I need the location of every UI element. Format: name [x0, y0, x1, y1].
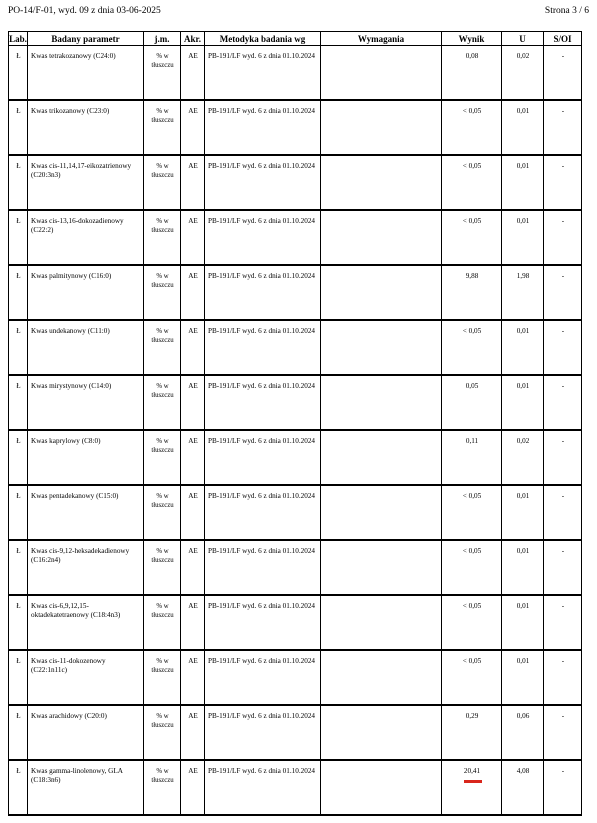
cell-so: -	[544, 760, 582, 815]
cell-jm: % w tłuszczu	[144, 46, 181, 101]
cell-jm: % w tłuszczu	[144, 760, 181, 815]
col-header-wymagania: Wymagania	[321, 32, 442, 46]
cell-u: 0,01	[502, 485, 544, 540]
cell-param: Kwas mirystynowy (C14:0)	[28, 375, 144, 430]
table-row	[9, 430, 582, 485]
cell-wynik: < 0,05	[442, 155, 502, 210]
cell-akr: AE	[181, 320, 205, 375]
cell-akr: AE	[181, 760, 205, 815]
cell-lab: Ł	[9, 705, 28, 760]
cell-akr: AE	[181, 540, 205, 595]
cell-u: 0,01	[502, 375, 544, 430]
table-row	[9, 650, 582, 705]
cell-jm: % w tłuszczu	[144, 705, 181, 760]
cell-lab: Ł	[9, 155, 28, 210]
cell-so: -	[544, 265, 582, 320]
cell-wynik: 0,29	[442, 705, 502, 760]
cell-param: Kwas cis-11-dokozenowy (C22:1n11c)	[28, 650, 144, 705]
cell-wynik: 0,11	[442, 430, 502, 485]
page-header	[8, 6, 589, 20]
col-header-lab: Lab.	[9, 33, 27, 44]
cell-jm: % w tłuszczu	[144, 320, 181, 375]
table-row	[9, 375, 582, 430]
cell-metodyka: PB-191/LF wyd. 6 z dnia 01.10.2024	[205, 540, 321, 595]
cell-jm: % w tłuszczu	[144, 430, 181, 485]
table-row	[9, 265, 582, 320]
cell-wynik: 9,88	[442, 265, 502, 320]
cell-lab: Ł	[9, 210, 28, 265]
col-header-u: U	[502, 32, 544, 46]
cell-lab: Ł	[9, 760, 28, 815]
cell-akr: AE	[181, 705, 205, 760]
page-number: Strona 3 / 6	[544, 6, 589, 16]
col-header-so: S/OI	[544, 32, 582, 46]
cell-lab: Ł	[9, 46, 28, 101]
cell-param: Kwas cis-13,16-dokozadienowy (C22:2)	[28, 210, 144, 265]
cell-wynik: 0,08	[442, 46, 502, 101]
table-row	[9, 760, 582, 815]
cell-param: Kwas trikozanowy (C23:0)	[28, 100, 144, 155]
results-table	[8, 31, 582, 816]
cell-wynik: < 0,05	[442, 210, 502, 265]
cell-lab: Ł	[9, 485, 28, 540]
cell-u: 0,01	[502, 540, 544, 595]
cell-jm: % w tłuszczu	[144, 595, 181, 650]
cell-wynik: < 0,05	[442, 485, 502, 540]
cell-wynik: < 0,05	[442, 320, 502, 375]
table-row	[9, 100, 582, 155]
table-header-row	[9, 32, 582, 46]
cell-so: -	[544, 595, 582, 650]
cell-u: 0,02	[502, 430, 544, 485]
cell-u: 0,06	[502, 705, 544, 760]
cell-metodyka: PB-191/LF wyd. 6 z dnia 01.10.2024	[205, 760, 321, 815]
col-header-metodyka: Metodyka badania wg	[205, 32, 321, 46]
cell-wynik: < 0,05	[442, 540, 502, 595]
cell-akr: AE	[181, 265, 205, 320]
cell-u: 0,01	[502, 320, 544, 375]
cell-wymagania	[321, 265, 442, 320]
cell-param: Kwas cis-6,9,12,15-oktadekatetraenowy (C18:4n3)	[28, 595, 144, 650]
cell-akr: AE	[181, 650, 205, 705]
table-row	[9, 320, 582, 375]
cell-akr: AE	[181, 485, 205, 540]
cell-metodyka: PB-191/LF wyd. 6 z dnia 01.10.2024	[205, 155, 321, 210]
cell-wymagania	[321, 46, 442, 101]
cell-wymagania	[321, 540, 442, 595]
cell-wynik: < 0,05	[442, 100, 502, 155]
cell-so: -	[544, 705, 582, 760]
col-header-param: Badany parametr	[28, 32, 144, 46]
cell-akr: AE	[181, 46, 205, 101]
cell-metodyka: PB-191/LF wyd. 6 z dnia 01.10.2024	[205, 46, 321, 101]
cell-so: -	[544, 320, 582, 375]
cell-metodyka: PB-191/LF wyd. 6 z dnia 01.10.2024	[205, 210, 321, 265]
cell-akr: AE	[181, 100, 205, 155]
cell-u: 0,01	[502, 155, 544, 210]
cell-wymagania	[321, 595, 442, 650]
cell-u: 0,01	[502, 100, 544, 155]
cell-wymagania	[321, 650, 442, 705]
cell-wymagania	[321, 375, 442, 430]
cell-akr: AE	[181, 155, 205, 210]
col-header-wynik: Wynik	[442, 32, 502, 46]
cell-so: -	[544, 375, 582, 430]
cell-wymagania	[321, 320, 442, 375]
cell-akr: AE	[181, 375, 205, 430]
cell-metodyka: PB-191/LF wyd. 6 z dnia 01.10.2024	[205, 320, 321, 375]
cell-lab: Ł	[9, 650, 28, 705]
table-row	[9, 705, 582, 760]
cell-so: -	[544, 155, 582, 210]
cell-jm: % w tłuszczu	[144, 540, 181, 595]
highlighted-result: 20,41	[463, 767, 481, 775]
cell-u: 1,98	[502, 265, 544, 320]
cell-so: -	[544, 100, 582, 155]
table-row	[9, 485, 582, 540]
cell-jm: % w tłuszczu	[144, 650, 181, 705]
cell-lab: Ł	[9, 265, 28, 320]
cell-so: -	[544, 485, 582, 540]
cell-wymagania	[321, 100, 442, 155]
cell-metodyka: PB-191/LF wyd. 6 z dnia 01.10.2024	[205, 705, 321, 760]
cell-jm: % w tłuszczu	[144, 485, 181, 540]
cell-wynik: < 0,05	[442, 650, 502, 705]
cell-jm: % w tłuszczu	[144, 155, 181, 210]
cell-param: Kwas tetrakozanowy (C24:0)	[28, 46, 144, 101]
col-header-jm: j.m.	[144, 32, 181, 46]
cell-param: Kwas palmitynowy (C16:0)	[28, 265, 144, 320]
cell-wymagania	[321, 485, 442, 540]
cell-param: Kwas arachidowy (C20:0)	[28, 705, 144, 760]
cell-lab: Ł	[9, 430, 28, 485]
cell-lab: Ł	[9, 320, 28, 375]
cell-metodyka: PB-191/LF wyd. 6 z dnia 01.10.2024	[205, 265, 321, 320]
cell-lab: Ł	[9, 375, 28, 430]
cell-wymagania	[321, 705, 442, 760]
cell-metodyka: PB-191/LF wyd. 6 z dnia 01.10.2024	[205, 650, 321, 705]
cell-wymagania	[321, 210, 442, 265]
cell-akr: AE	[181, 210, 205, 265]
cell-metodyka: PB-191/LF wyd. 6 z dnia 01.10.2024	[205, 485, 321, 540]
cell-u: 0,01	[502, 650, 544, 705]
cell-u: 0,01	[502, 210, 544, 265]
cell-param: Kwas cis-11,14,17-eikozatrienowy (C20:3n3)	[28, 155, 144, 210]
cell-jm: % w tłuszczu	[144, 265, 181, 320]
cell-jm: % w tłuszczu	[144, 100, 181, 155]
cell-jm: % w tłuszczu	[144, 375, 181, 430]
cell-lab: Ł	[9, 100, 28, 155]
cell-wynik	[442, 760, 502, 815]
cell-u: 0,01	[502, 595, 544, 650]
cell-lab: Ł	[9, 595, 28, 650]
cell-wynik: 0,05	[442, 375, 502, 430]
document-code: PO-14/F-01, wyd. 09 z dnia 03-06-2025	[8, 6, 161, 16]
cell-jm: % w tłuszczu	[144, 210, 181, 265]
cell-so: -	[544, 46, 582, 101]
cell-metodyka: PB-191/LF wyd. 6 z dnia 01.10.2024	[205, 375, 321, 430]
cell-param: Kwas gamma-linolenowy, GLA (C18:3n6)	[28, 760, 144, 815]
cell-metodyka: PB-191/LF wyd. 6 z dnia 01.10.2024	[205, 595, 321, 650]
cell-so: -	[544, 430, 582, 485]
table-row	[9, 595, 582, 650]
cell-param: Kwas pentadekanowy (C15:0)	[28, 485, 144, 540]
table-row	[9, 540, 582, 595]
cell-wymagania	[321, 155, 442, 210]
cell-u: 4,08	[502, 760, 544, 815]
table-row	[9, 210, 582, 265]
cell-wynik: < 0,05	[442, 595, 502, 650]
table-row	[9, 155, 582, 210]
cell-so: -	[544, 540, 582, 595]
cell-param: Kwas cis-9,12-heksadekadienowy (C16:2n4)	[28, 540, 144, 595]
cell-so: -	[544, 210, 582, 265]
cell-wymagania	[321, 430, 442, 485]
cell-param: Kwas kaprylowy (C8:0)	[28, 430, 144, 485]
cell-so: -	[544, 650, 582, 705]
cell-metodyka: PB-191/LF wyd. 6 z dnia 01.10.2024	[205, 430, 321, 485]
cell-lab: Ł	[9, 540, 28, 595]
table-row	[9, 46, 582, 101]
col-header-akr: Akr.	[181, 32, 205, 46]
cell-param: Kwas undekanowy (C11:0)	[28, 320, 144, 375]
cell-akr: AE	[181, 595, 205, 650]
cell-wymagania	[321, 760, 442, 815]
cell-u: 0,02	[502, 46, 544, 101]
cell-akr: AE	[181, 430, 205, 485]
cell-metodyka: PB-191/LF wyd. 6 z dnia 01.10.2024	[205, 100, 321, 155]
